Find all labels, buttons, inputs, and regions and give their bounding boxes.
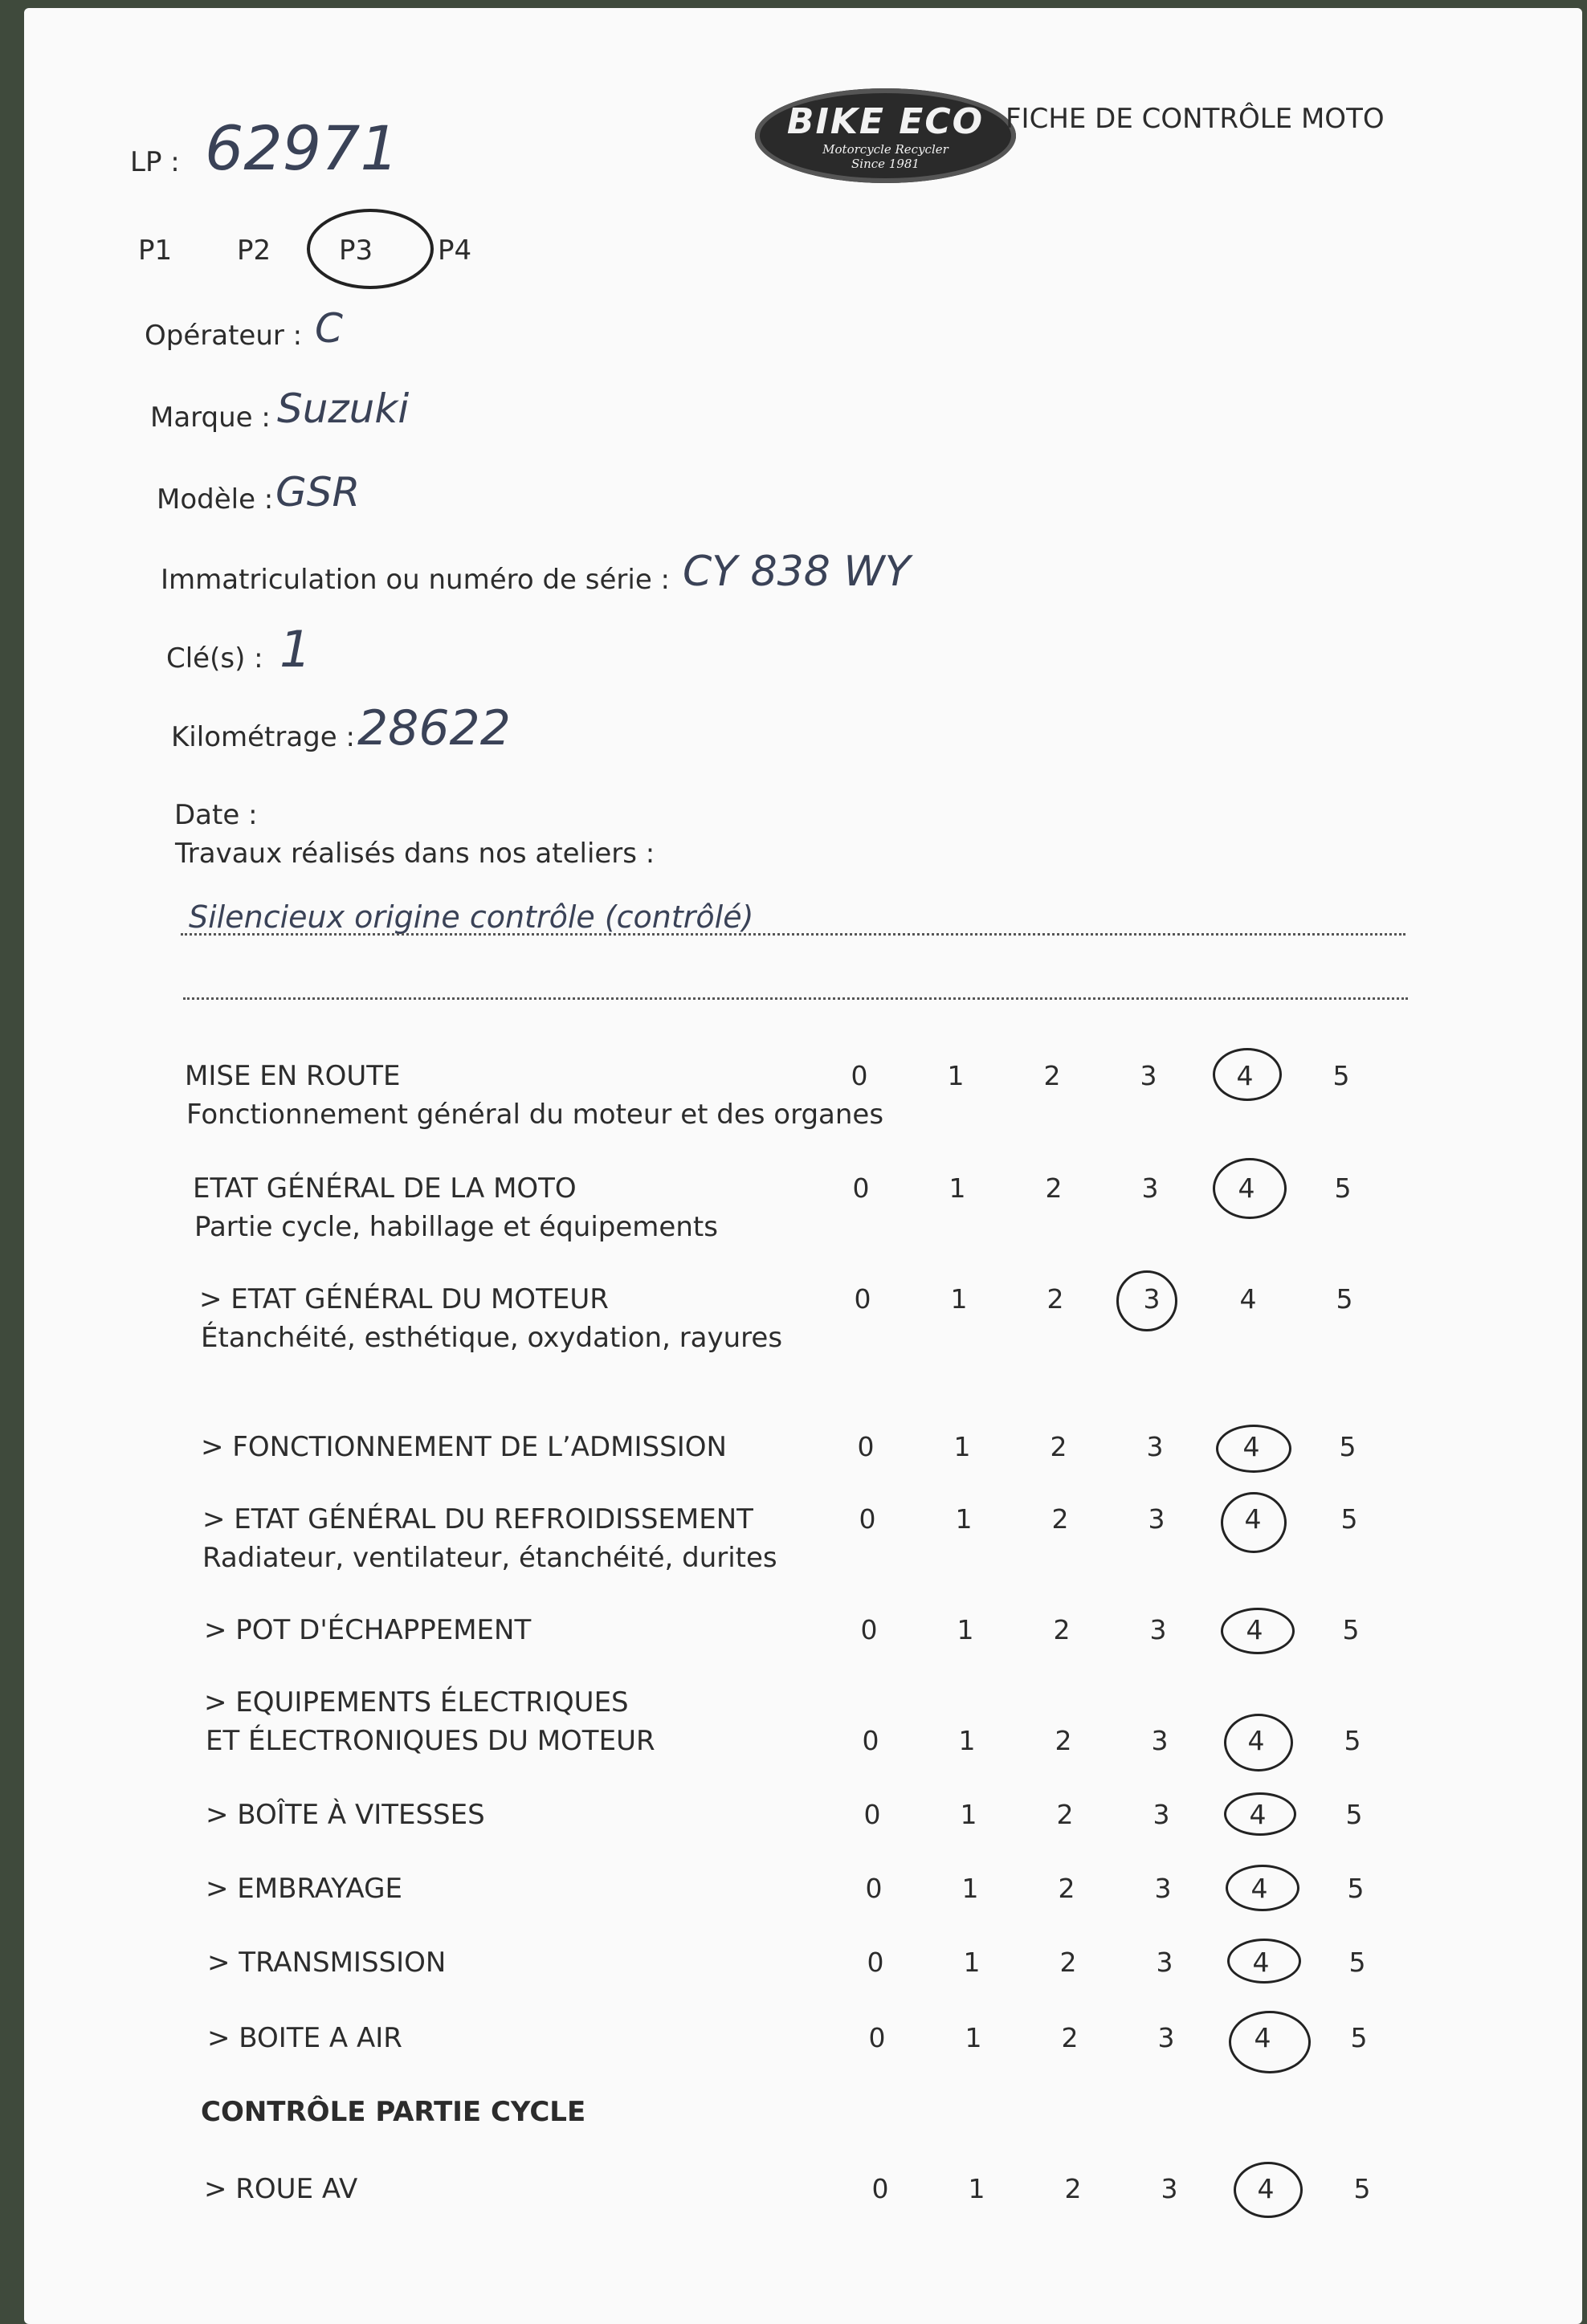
score-4: 4: [1250, 1873, 1268, 1904]
score-4: 4: [1244, 1503, 1262, 1535]
score-4: 4: [1239, 1283, 1257, 1315]
row-title: > ETAT GÉNÉRAL DU MOTEUR: [199, 1283, 609, 1315]
marque-value: Suzuki: [277, 385, 410, 432]
score-1: 1: [968, 2173, 985, 2204]
selected-score-circle: [1227, 1939, 1301, 1984]
selected-score-circle: [1229, 2011, 1311, 2073]
selected-score-circle: [1224, 1714, 1293, 1772]
score-5: 5: [1344, 1725, 1361, 1756]
lp-label: LP :: [130, 146, 180, 178]
score-0: 0: [859, 1503, 876, 1535]
score-3: 3: [1153, 1799, 1170, 1830]
score-3: 3: [1143, 1283, 1161, 1315]
sheet-title: FICHE DE CONTRÔLE MOTO: [1006, 103, 1385, 135]
score-5: 5: [1350, 2022, 1368, 2053]
score-2: 2: [1056, 1799, 1074, 1830]
score-4: 4: [1254, 2022, 1271, 2053]
score-0: 0: [860, 1614, 878, 1645]
row-title: > BOÎTE À VITESSES: [206, 1799, 485, 1831]
selected-score-circle: [1213, 1048, 1282, 1101]
score-5: 5: [1345, 1799, 1363, 1830]
score-1: 1: [947, 1060, 965, 1091]
score-2: 2: [1055, 1725, 1072, 1756]
score-2: 2: [1059, 1947, 1077, 1978]
selected-score-circle: [1224, 1792, 1296, 1836]
score-2: 2: [1043, 1060, 1061, 1091]
row-subtitle: Radiateur, ventilateur, étanchéité, durites: [202, 1542, 777, 1574]
score-4: 4: [1252, 1947, 1270, 1978]
row-title: > TRANSMISSION: [207, 1947, 447, 1979]
score-5: 5: [1334, 1172, 1352, 1204]
bike-eco-logo: [755, 88, 1016, 183]
score-2: 2: [1051, 1503, 1069, 1535]
selected-score-circle: [1234, 2162, 1303, 2218]
score-2: 2: [1046, 1283, 1064, 1315]
row-title: > ROUE AV: [204, 2173, 358, 2205]
cles-value: 1: [279, 620, 312, 679]
row-title: ETAT GÉNÉRAL DE LA MOTO: [193, 1172, 577, 1205]
logo-sub1: Motorcycle Recycler: [822, 142, 949, 157]
score-2: 2: [1053, 1614, 1071, 1645]
selected-score-circle: [1116, 1270, 1177, 1331]
score-1: 1: [950, 1283, 968, 1315]
selected-position-circle: [307, 209, 434, 289]
travaux-value: Silencieux origine contrôle (contrôlé): [189, 899, 754, 935]
row-subtitle: ET ÉLECTRONIQUES DU MOTEUR: [206, 1725, 655, 1757]
travaux-line-1: [181, 933, 1405, 936]
score-5: 5: [1342, 1614, 1360, 1645]
inspection-sheet: [24, 8, 1582, 2324]
score-5: 5: [1348, 1947, 1366, 1978]
score-3: 3: [1157, 2022, 1175, 2053]
score-0: 0: [851, 1060, 868, 1091]
travaux-label: Travaux réalisés dans nos ateliers :: [175, 838, 655, 870]
score-3: 3: [1140, 1060, 1157, 1091]
score-2: 2: [1058, 1873, 1075, 1904]
row-subtitle: Partie cycle, habillage et équipements: [194, 1211, 718, 1243]
selected-score-circle: [1213, 1158, 1287, 1219]
score-2: 2: [1061, 2022, 1079, 2053]
immat-value: CY 838 WY: [683, 548, 911, 596]
score-1: 1: [958, 1725, 976, 1756]
score-3: 3: [1151, 1725, 1169, 1756]
score-0: 0: [868, 2022, 886, 2053]
section-cycle-title: CONTRÔLE PARTIE CYCLE: [201, 2096, 586, 2128]
travaux-line-2: [183, 997, 1408, 1000]
row-title: > EMBRAYAGE: [206, 1873, 402, 1905]
score-4: 4: [1246, 1614, 1263, 1645]
modele-value: GSR: [275, 469, 361, 516]
score-4: 4: [1238, 1172, 1255, 1204]
date-label: Date :: [174, 799, 258, 831]
score-1: 1: [957, 1614, 974, 1645]
score-0: 0: [854, 1283, 871, 1315]
score-3: 3: [1156, 1947, 1173, 1978]
score-2: 2: [1045, 1172, 1063, 1204]
score-1: 1: [965, 2022, 982, 2053]
score-1: 1: [961, 1873, 979, 1904]
row-title: > EQUIPEMENTS ÉLECTRIQUES: [204, 1686, 629, 1719]
score-0: 0: [862, 1725, 879, 1756]
score-0: 0: [852, 1172, 870, 1204]
score-5: 5: [1347, 1873, 1365, 1904]
selected-score-circle: [1221, 1608, 1295, 1654]
score-1: 1: [953, 1431, 971, 1462]
logo-sub2: Since 1981: [851, 157, 920, 171]
marque-label: Marque :: [150, 402, 271, 434]
score-3: 3: [1161, 2173, 1178, 2204]
row-subtitle: Étanchéité, esthétique, oxydation, rayures: [201, 1322, 783, 1354]
score-4: 4: [1247, 1725, 1265, 1756]
score-0: 0: [857, 1431, 875, 1462]
cles-label: Clé(s) :: [166, 642, 263, 675]
score-1: 1: [963, 1947, 981, 1978]
score-2: 2: [1050, 1431, 1067, 1462]
score-0: 0: [863, 1799, 881, 1830]
lp-value: 62971: [205, 112, 399, 184]
km-label: Kilométrage :: [171, 721, 355, 753]
score-5: 5: [1340, 1503, 1358, 1535]
score-5: 5: [1339, 1431, 1356, 1462]
score-4: 4: [1249, 1799, 1267, 1830]
row-subtitle: Fonctionnement général du moteur et des organes: [186, 1099, 884, 1131]
selected-score-circle: [1226, 1865, 1299, 1911]
operateur-label: Opérateur :: [145, 320, 303, 352]
logo-name: BIKE ECO: [786, 101, 985, 142]
km-value: 28622: [357, 700, 511, 756]
position-p2: P2: [237, 234, 271, 267]
score-0: 0: [867, 1947, 884, 1978]
position-p3: P3: [339, 234, 373, 267]
position-p1: P1: [138, 234, 173, 267]
score-0: 0: [871, 2173, 889, 2204]
score-1: 1: [960, 1799, 977, 1830]
score-5: 5: [1353, 2173, 1371, 2204]
row-title: > FONCTIONNEMENT DE L’ADMISSION: [201, 1431, 727, 1463]
immat-label: Immatriculation ou numéro de série :: [161, 564, 670, 596]
score-3: 3: [1154, 1873, 1172, 1904]
modele-label: Modèle :: [157, 483, 274, 516]
row-title: MISE EN ROUTE: [185, 1060, 401, 1092]
row-title: > BOITE A AIR: [207, 2022, 402, 2054]
score-3: 3: [1146, 1431, 1164, 1462]
score-1: 1: [949, 1172, 966, 1204]
score-2: 2: [1064, 2173, 1082, 2204]
position-p4: P4: [438, 234, 472, 267]
row-title: > POT D'ÉCHAPPEMENT: [204, 1614, 532, 1646]
score-3: 3: [1141, 1172, 1159, 1204]
score-3: 3: [1149, 1614, 1167, 1645]
score-3: 3: [1148, 1503, 1165, 1535]
score-5: 5: [1332, 1060, 1350, 1091]
score-5: 5: [1336, 1283, 1353, 1315]
score-4: 4: [1236, 1060, 1254, 1091]
row-title: > ETAT GÉNÉRAL DU REFROIDISSEMENT: [202, 1503, 753, 1535]
selected-score-circle: [1221, 1492, 1287, 1553]
score-1: 1: [955, 1503, 973, 1535]
score-4: 4: [1242, 1431, 1260, 1462]
operateur-value: C: [315, 305, 343, 352]
score-4: 4: [1257, 2173, 1275, 2204]
selected-score-circle: [1216, 1425, 1291, 1473]
score-0: 0: [865, 1873, 883, 1904]
